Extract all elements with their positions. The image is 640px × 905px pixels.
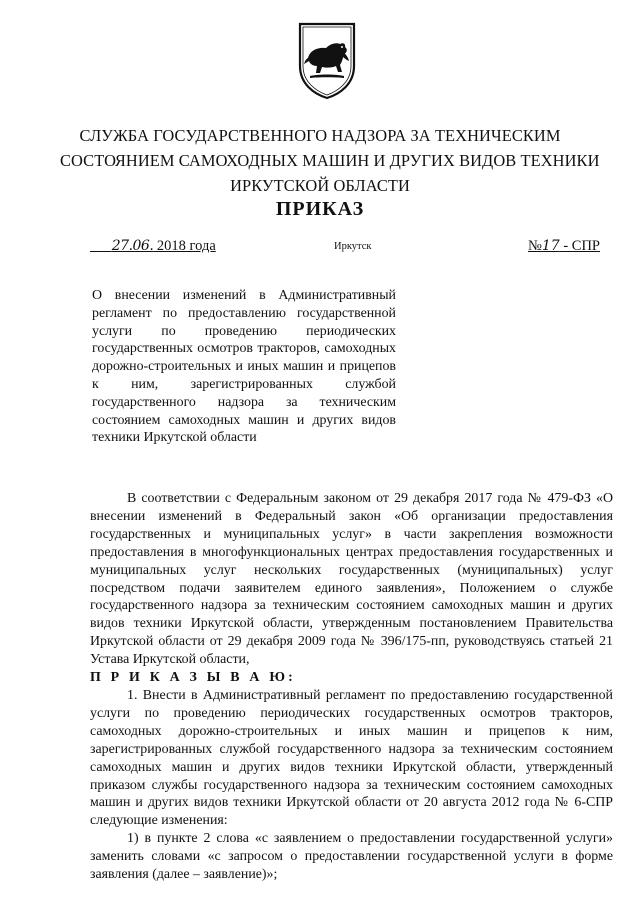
order-item-1: 1. Внести в Административный регламент по предоставлению государственной услуги по проведению периодических государственных осмотров тракторов, самоходных дорожно-строительных и иных машин и прицепов к ним, зарегистрированных службой государственного надзора за техническим состоянием самоходных машин и других видов техники Иркутской области, утвержденный приказом службы государственного надзора за техническим состоянием самоходных машин и других видов техники Иркутской области от 20 августа 2012 года № 6-СПР следующие изменения: <box>90 687 613 829</box>
document-body <box>90 490 613 884</box>
document-number <box>528 238 600 255</box>
number-sign: № <box>528 238 542 254</box>
document-subject: О внесении изменений в Административный регламент по предоставлению государственной услуги по проведению периодических государственных осмотров тракторов, самоходных дорожно-строительных и иных машин и прицепов к ним, зарегистрированных службой государственного надзора за техническим состоянием самоходных машин и других видов техники Иркутской области <box>92 288 396 446</box>
document-type-title: ПРИКАЗ <box>275 198 365 220</box>
order-keyword: П Р И К А З Ы В А Ю: <box>90 670 296 686</box>
document-city: Иркутск <box>334 241 372 252</box>
handwritten-date: 27.06. <box>111 238 154 254</box>
date-year: 2018 года <box>153 238 216 254</box>
order-subitem-1: 1) в пункте 2 слова «с заявлением о предоставлении государственной услуги» заменить словами «с запросом о предоставлении государственной услуги в форме заявления (далее – заявление)»; <box>90 831 613 883</box>
organization-name <box>60 123 600 198</box>
handwritten-number: 17 <box>541 238 560 254</box>
number-suffix: - СПР <box>559 238 600 254</box>
document-date <box>90 238 216 255</box>
org-line: ИРКУТСКОЙ ОБЛАСТИ <box>230 176 410 195</box>
preamble-paragraph: В соответствии с Федеральным законом от 29 декабря 2017 года № 479-ФЗ «О внесении изменений в Федеральный закон «Об организации предоставления государственных и муниципальных услуг» в части закрепления возможности предоставления в многофункциональных центрах предоставления государственных и муниципальных услуг нескольких государственных (муниципальных) услуг посредством подачи заявителем единого заявления», Положением о службе государственного надзора за техническим состоянием самоходных машин и других видов техники Иркутской области, утвержденным постановлением Правительства Иркутской области от 29 декабря 2009 года № 396/175-пп, руководствуясь статьей 21 Устава Иркутской области, <box>90 491 613 668</box>
org-line: СЛУЖБА ГОСУДАРСТВЕННОГО НАДЗОРА ЗА ТЕХНИЧЕСКИМ <box>79 126 561 145</box>
org-line: СОСТОЯНИЕМ САМОХОДНЫХ МАШИН И ДРУГИХ ВИДОВ ТЕХНИКИ <box>60 151 600 170</box>
irkutsk-coat-of-arms-icon <box>296 20 358 100</box>
